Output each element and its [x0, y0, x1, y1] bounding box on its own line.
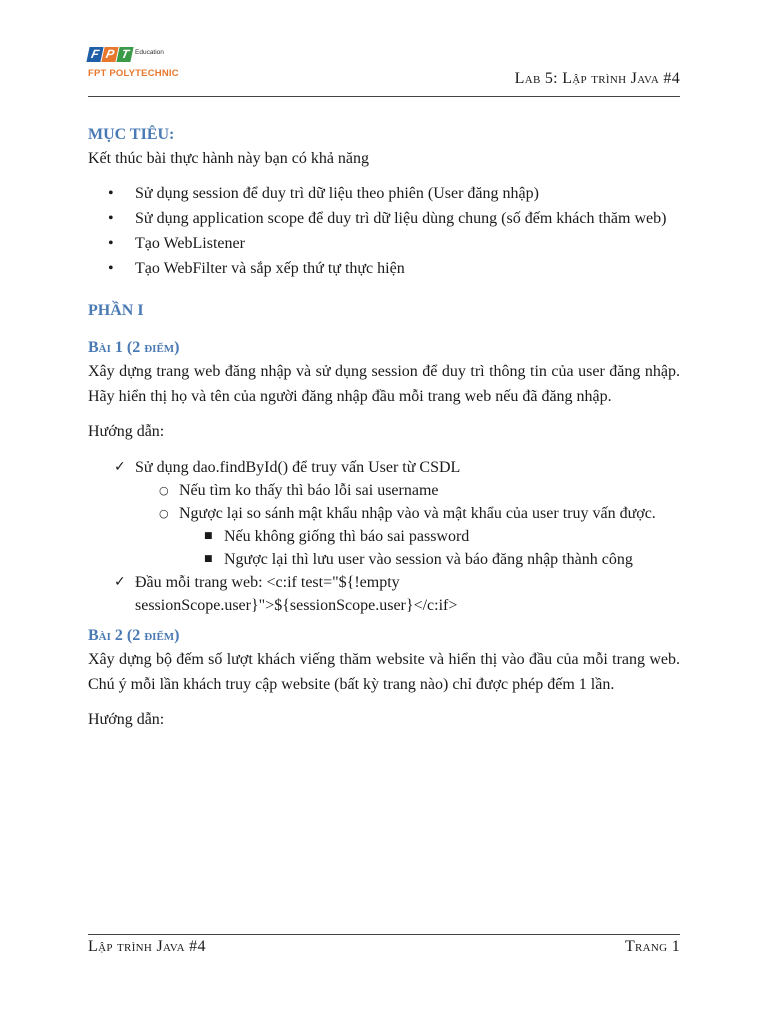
- header-divider: [88, 96, 680, 97]
- list-item: • Tạo WebListener: [108, 231, 680, 256]
- logo-education-text: Education: [135, 49, 164, 56]
- bai2-description: Xây dựng bộ đếm số lượt khách viếng thăm website và hiển thị vào đầu của mỗi trang web. Chú ý mỗi lần khách truy cập website (bất kỳ trang nào) chỉ được phép đếm 1 lần.: [88, 651, 680, 693]
- square-bullet-icon: ■: [204, 554, 213, 564]
- guide-step: [88, 456, 680, 479]
- logo-letter-t: T: [116, 47, 133, 62]
- page-content: [88, 124, 680, 732]
- guide-substep-text: Ngược lại so sánh mật khẩu nhập vào và mật khẩu của user truy vấn được.: [179, 505, 656, 522]
- footer-divider: [88, 934, 680, 935]
- guide-step-text: Đầu mỗi trang web: <c:if test="${!empty sessionScope.user}">${sessionScope.user}</c:if>: [135, 574, 458, 614]
- fpt-polytechnic-logo: [88, 40, 208, 80]
- objectives-list: [108, 181, 680, 281]
- list-item: • Sử dụng application scope để duy trì dữ liệu dùng chung (số đếm khách thăm web): [108, 206, 680, 231]
- logo-letter-p: P: [101, 47, 118, 62]
- guide-step-text: Sử dụng dao.findById() để truy vấn User từ CSDL: [135, 459, 461, 476]
- bai1-description: Xây dựng trang web đăng nhập và sử dụng session để duy trì thông tin của user đăng nhập. Hãy hiển thị họ và tên của người đăng nhập đầu mỗi trang web nếu đã đăng nhập.: [88, 363, 680, 405]
- circle-bullet-icon: ○: [159, 484, 169, 497]
- fpt-letters: [88, 47, 132, 62]
- logo-letter-f: F: [86, 47, 103, 62]
- guide-subsubstep-text: Ngược lại thì lưu user vào session và báo đăng nhập thành công: [224, 551, 633, 568]
- bai1-guide-label: Hướng dẫn:: [88, 423, 165, 440]
- guide-subsubstep-text: Nếu không giống thì báo sai password: [224, 528, 470, 545]
- list-item: • Sử dụng session để duy trì dữ liệu theo phiên (User đăng nhập): [108, 181, 680, 206]
- square-bullet-icon: ■: [204, 531, 213, 541]
- guide-subsubstep: [88, 525, 680, 548]
- logo-brand-text: FPT POLYTECHNIC: [88, 68, 179, 79]
- guide-substep: [88, 502, 680, 525]
- footer-page-number: Trang 1: [624, 938, 680, 955]
- checkmark-icon: ✓: [114, 459, 126, 475]
- guide-substep: [88, 479, 680, 502]
- circle-bullet-icon: ○: [159, 507, 169, 520]
- guide-step: [88, 571, 680, 617]
- part-heading: PHẦN I: [88, 302, 144, 319]
- bai1-heading: Bài 1 (2 điểm): [88, 339, 180, 356]
- objectives-intro: Kết thúc bài thực hành này bạn có khả năng: [88, 150, 370, 167]
- guide-subsubstep: [88, 548, 680, 571]
- bai2-guide-label: Hướng dẫn:: [88, 711, 165, 728]
- footer-course-title: Lập trình Java #4: [88, 938, 206, 955]
- checkmark-icon: ✓: [114, 574, 126, 590]
- header-title: Lab 5: Lập trình Java #4: [514, 70, 680, 87]
- list-item: • Tạo WebFilter và sắp xếp thứ tự thực hiện: [108, 256, 680, 281]
- bai1-guide-steps: [88, 456, 680, 617]
- guide-substep-text: Nếu tìm ko thấy thì báo lỗi sai username: [179, 482, 439, 499]
- objectives-heading: MỤC TIÊU:: [88, 126, 175, 143]
- bai2-heading: Bài 2 (2 điểm): [88, 627, 180, 644]
